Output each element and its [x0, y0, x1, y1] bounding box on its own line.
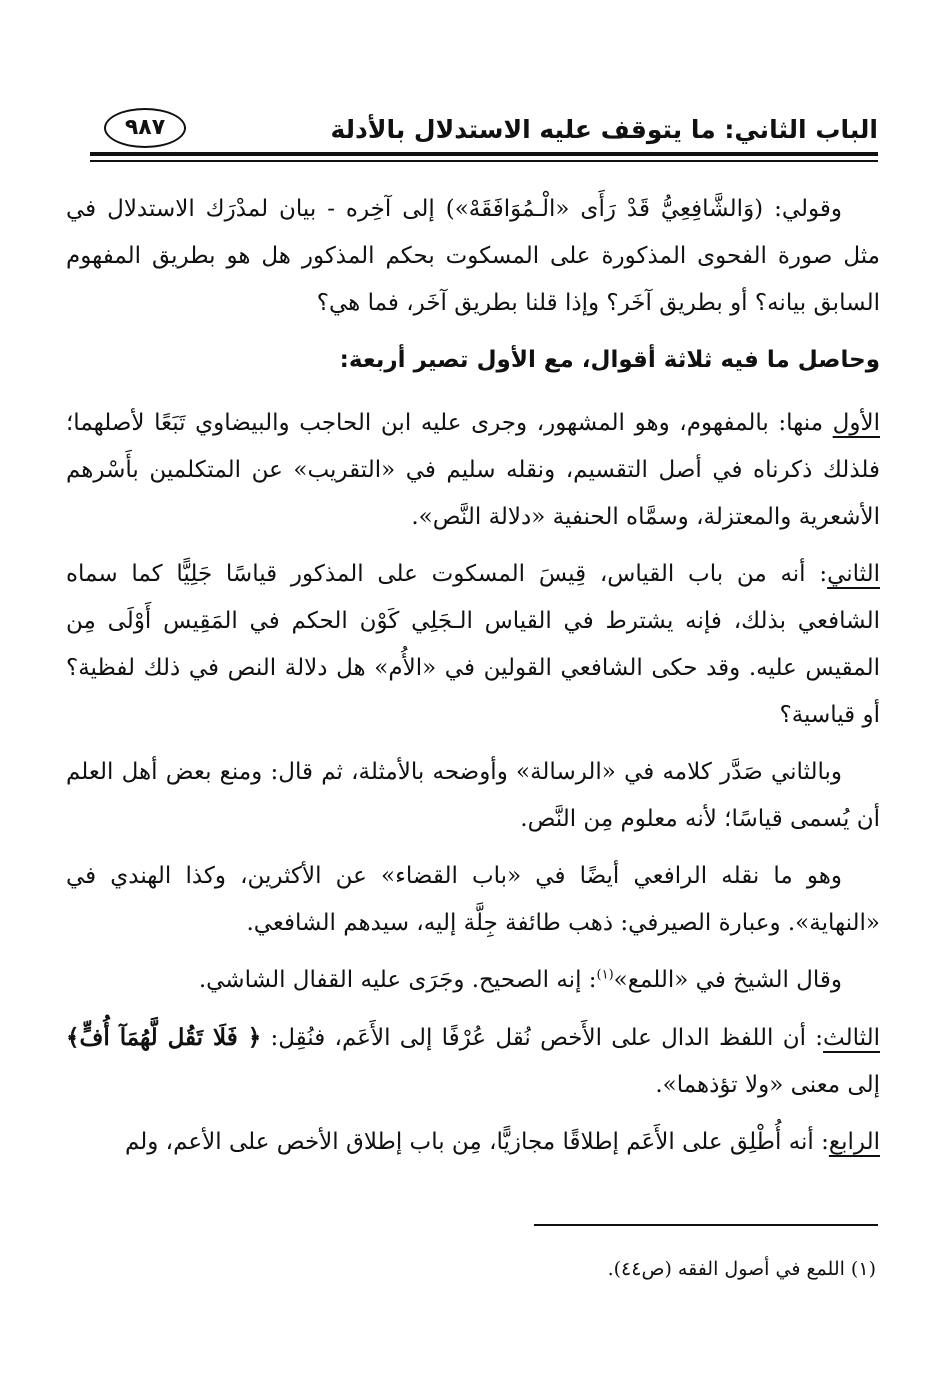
first-opinion-text: منها: بالمفهوم، وهو المشهور، وجرى عليه ابن الحاجب والبيضاوي تَبَعًا لأصلهما؛ فلذلك ذكرناه في أصل التقسيم، ونقله سليم في «التقريب» عن المتكلمين بأَسْرهم الأشعرية والمعتزلة، وسمَّاه الحنفية «دلالة النَّص».	[66, 410, 880, 530]
main-text	[66, 186, 880, 1176]
second-opinion-text: : أنه من باب القياس، قِيسَ المسكوت على المذكور قياسًا جَلِيًّا كما سماه الشافعي بذلك، فإنه يشترط في القياس الـجَلِي كَوْن الحكم في المَقِيس أَوْلَى مِن المقيس عليه. وقد حكى الشافعي القولين في «الأُم» هل دلالة النص في ذلك لفظية؟ أو قياسية؟	[66, 561, 880, 728]
footnote: (١) اللمع في أصول الفقه (ص٤٤).	[607, 1258, 876, 1280]
header-rule-thick	[90, 152, 878, 156]
paragraph-first-opinion	[66, 400, 880, 541]
section-heading: وحاصل ما فيه ثلاثة أقوال، مع الأول تصير أربعة:	[339, 347, 880, 373]
paragraph-luma	[66, 957, 880, 1004]
fourth-opinion-text: : أنه أُطْلِق على الأَعَم إطلاقًا مجازيًّا، مِن باب إطلاق الأخص على الأعم، ولم	[124, 1129, 829, 1155]
paragraph-risala: وبالثاني صَدَّر كلامه في «الرسالة» وأوضحه بالأمثلة، ثم قال: ومنع بعض أهل العلم أن يُسمى قياسًا؛ لأنه معلوم مِن النَّص.	[66, 759, 880, 832]
page-header	[90, 108, 878, 152]
paragraph-second-opinion	[66, 551, 880, 739]
paragraph-fourth-opinion	[66, 1119, 880, 1166]
header-rule-thin	[90, 160, 878, 162]
third-opinion-label: الثالث	[823, 1025, 880, 1051]
footnote-reference: (١)	[596, 967, 614, 983]
first-opinion-label: الأول	[832, 410, 880, 436]
quran-verse: ﴿ فَلَا تَقُل لَّهُمَآ أُفٍّ﴾	[66, 1024, 262, 1051]
paragraph-third-opinion	[66, 1014, 880, 1109]
footnote-separator	[534, 1224, 878, 1226]
third-opinion-text: : أن اللفظ الدال على الأَخص نُقل عُرْفًا إلى الأَعَم، فنُقِل:	[261, 1025, 824, 1051]
third-opinion-end: إلى معنى «ولا تؤذهما».	[655, 1072, 880, 1098]
paragraph-rafii: وهو ما نقله الرافعي أيضًا في «باب القضاء» عن الأكثرين، وكذا الهندي في «النهاية». وعبارة الصيرفي: ذهب طائفة جِلَّة إليه، سيدهم الشافعي.	[66, 863, 880, 936]
fourth-opinion-label: الرابع	[828, 1129, 880, 1155]
page-number: ٩٨٧	[104, 108, 186, 148]
luma-text-start: وقال الشيخ في «اللمع»	[613, 967, 842, 993]
running-title: الباب الثاني: ما يتوقف عليه الاستدلال بالأدلة	[330, 115, 878, 144]
paragraph-intro: وقولي: (وَالشَّافِعِيُّ قَدْ رَأَى «الْـمُوَافَقَهْ») إلى آخِره - بيان لمدْرَك الاستدلال في مثل صورة الفحوى المذكورة على المسكوت بحكم المذكور هل هو بطريق المفهوم السابق بيانه؟ أو بطريق آخَر؟ وإذا قلنا بطريق آخَر، فما هي؟	[66, 196, 880, 316]
second-opinion-label: الثاني	[827, 561, 880, 587]
luma-text-end: : إنه الصحيح. وجَرَى عليه القفال الشاشي.	[198, 967, 597, 993]
